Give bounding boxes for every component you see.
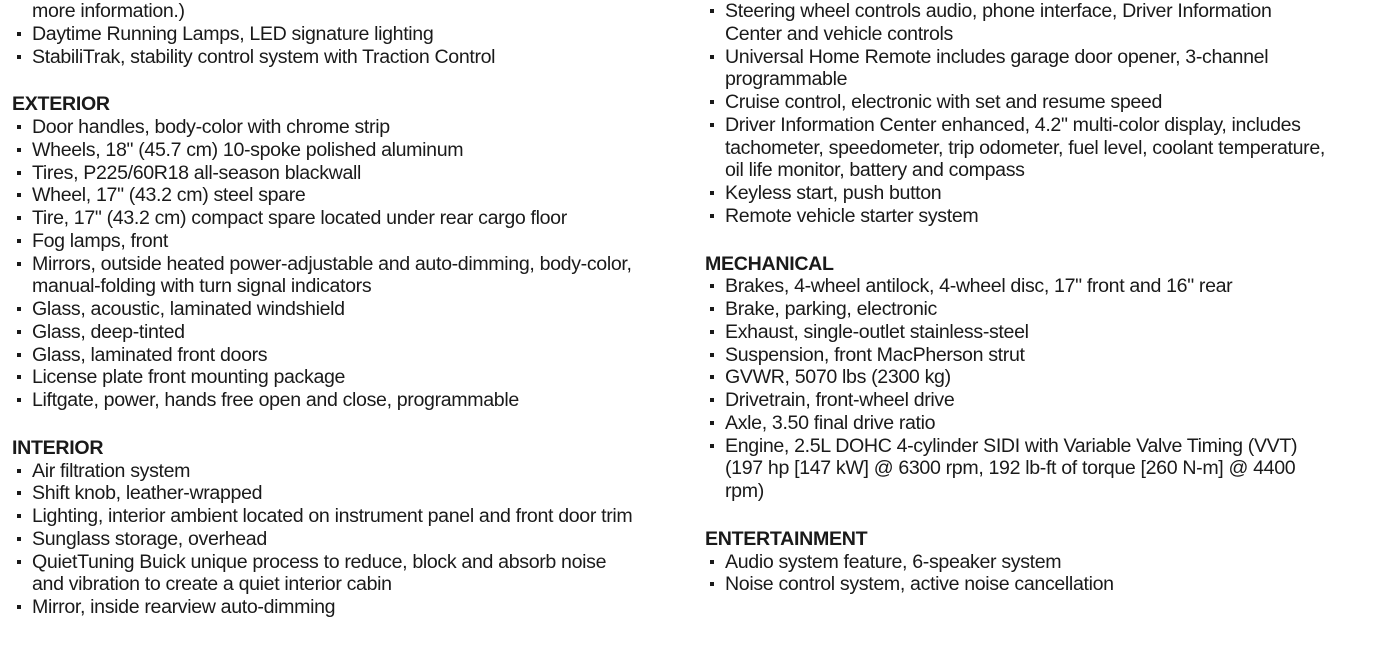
list-item-text: Engine, 2.5L DOHC 4-cylinder SIDI with Variable Valve Timing (VVT)	[705, 435, 1378, 458]
list-item	[12, 139, 692, 162]
list-item	[12, 505, 692, 528]
section-list	[705, 551, 1378, 597]
bullet-icon	[17, 605, 21, 609]
bullet-icon	[17, 537, 21, 541]
list-item	[12, 298, 692, 321]
list-item	[705, 344, 1378, 367]
list-item-text: Glass, deep-tinted	[12, 321, 692, 344]
list-item	[705, 573, 1378, 596]
list-item	[12, 528, 692, 551]
list-item-text: Sunglass storage, overhead	[12, 528, 692, 551]
section-exterior	[12, 93, 692, 412]
list-item-text: Wheels, 18" (45.7 cm) 10-spoke polished aluminum	[12, 139, 692, 162]
list-item	[705, 321, 1378, 344]
list-item-text: License plate front mounting package	[12, 366, 692, 389]
section-heading: ENTERTAINMENT	[705, 527, 868, 550]
bullet-icon	[17, 514, 21, 518]
list-item-text: Audio system feature, 6-speaker system	[705, 551, 1378, 574]
list-item	[705, 435, 1378, 503]
list-item-text: Door handles, body-color with chrome strip	[12, 116, 692, 139]
section-list	[12, 116, 692, 412]
bullet-icon	[17, 398, 21, 402]
list-item-text: Drivetrain, front-wheel drive	[705, 389, 1378, 412]
section-entertainment	[705, 528, 1378, 596]
list-item	[705, 0, 1378, 46]
list-item-continuation: tachometer, speedometer, trip odometer, fuel level, coolant temperature,	[725, 136, 1325, 159]
bullet-icon	[17, 307, 21, 311]
section-heading: INTERIOR	[12, 436, 104, 459]
list-item-text: GVWR, 5070 lbs (2300 kg)	[705, 366, 1378, 389]
list-item-text: Wheel, 17" (43.2 cm) steel spare	[12, 184, 692, 207]
right-intro-list	[705, 0, 1378, 228]
list-item	[705, 205, 1378, 228]
left-intro-list	[12, 23, 692, 69]
list-item-continuation: and vibration to create a quiet interior cabin	[32, 573, 392, 596]
section-interior	[12, 437, 692, 619]
bullet-icon	[710, 191, 714, 195]
list-item-continuation: programmable	[725, 68, 848, 91]
list-item	[705, 366, 1378, 389]
bullet-icon	[710, 560, 714, 564]
bullet-icon	[17, 330, 21, 334]
list-item-text: Daytime Running Lamps, LED signature lighting	[12, 23, 692, 46]
list-item-text: Tires, P225/60R18 all-season blackwall	[12, 162, 692, 185]
right-sections	[705, 253, 1378, 597]
list-item	[12, 162, 692, 185]
bullet-icon	[17, 469, 21, 473]
bullet-icon	[17, 193, 21, 197]
bullet-icon	[17, 239, 21, 243]
list-item-text: Mirror, inside rearview auto-dimming	[12, 596, 692, 619]
list-item	[12, 230, 692, 253]
list-item-continuation: (197 hp [147 kW] @ 6300 rpm, 192 lb-ft of torque [260 N-m] @ 4400	[725, 457, 1296, 480]
bullet-icon	[710, 100, 714, 104]
list-item	[12, 253, 692, 299]
bullet-icon	[17, 375, 21, 379]
list-item	[705, 114, 1378, 182]
list-item-text: Exhaust, single-outlet stainless-steel	[705, 321, 1378, 344]
bullet-icon	[710, 582, 714, 586]
list-item	[705, 551, 1378, 574]
left-sections	[12, 93, 692, 619]
section-heading: MECHANICAL	[705, 252, 834, 275]
bullet-icon	[17, 55, 21, 59]
bullet-icon	[17, 560, 21, 564]
section-mechanical	[705, 253, 1378, 503]
list-item	[12, 321, 692, 344]
list-item-text: Universal Home Remote includes garage door opener, 3-channel	[705, 46, 1378, 69]
list-item-text: Glass, acoustic, laminated windshield	[12, 298, 692, 321]
list-item	[12, 207, 692, 230]
list-item-text: Glass, laminated front doors	[12, 344, 692, 367]
list-item-text: Suspension, front MacPherson strut	[705, 344, 1378, 367]
list-item-text: Keyless start, push button	[705, 182, 1378, 205]
list-item	[705, 389, 1378, 412]
bullet-icon	[710, 330, 714, 334]
bullet-icon	[17, 216, 21, 220]
list-item-text: Noise control system, active noise cancellation	[705, 573, 1378, 596]
section-heading: EXTERIOR	[12, 93, 110, 116]
section-list	[12, 460, 692, 619]
bullet-icon	[710, 214, 714, 218]
list-item	[12, 116, 692, 139]
list-item	[12, 344, 692, 367]
list-item	[705, 46, 1378, 92]
intro-continuation: more information.)	[32, 0, 185, 22]
list-item	[12, 551, 692, 597]
bullet-icon	[17, 32, 21, 36]
list-item-text: StabiliTrak, stability control system with Traction Control	[12, 46, 692, 69]
list-item	[12, 184, 692, 207]
list-item	[705, 412, 1378, 435]
bullet-icon	[17, 491, 21, 495]
bullet-icon	[710, 375, 714, 379]
list-item	[12, 482, 692, 505]
list-item-text: Mirrors, outside heated power-adjustable and auto-dimming, body-color,	[12, 253, 692, 276]
list-item-text: Steering wheel controls audio, phone interface, Driver Information	[705, 0, 1378, 23]
list-item	[705, 298, 1378, 321]
list-item-text: Tire, 17" (43.2 cm) compact spare located under rear cargo floor	[12, 207, 692, 230]
list-item	[12, 596, 692, 619]
bullet-icon	[710, 284, 714, 288]
list-item-text: Brake, parking, electronic	[705, 298, 1378, 321]
list-item-continuation: oil life monitor, battery and compass	[725, 159, 1025, 182]
bullet-icon	[710, 123, 714, 127]
list-item-text: Remote vehicle starter system	[705, 205, 1378, 228]
list-item-continuation: manual-folding with turn signal indicators	[32, 275, 372, 298]
list-item-text: Axle, 3.50 final drive ratio	[705, 412, 1378, 435]
right-column	[705, 0, 1378, 596]
bullet-icon	[710, 307, 714, 311]
bullet-icon	[710, 55, 714, 59]
bullet-icon	[17, 353, 21, 357]
list-item-text: Fog lamps, front	[12, 230, 692, 253]
list-item	[12, 389, 692, 412]
bullet-icon	[17, 125, 21, 129]
bullet-icon	[710, 9, 714, 13]
list-item-continuation: rpm)	[725, 480, 764, 502]
list-item-text: Brakes, 4-wheel antilock, 4-wheel disc, 17" front and 16" rear	[705, 275, 1378, 298]
list-item	[12, 23, 692, 46]
list-item-text: QuietTuning Buick unique process to reduce, block and absorb noise	[12, 551, 692, 574]
list-item-text: Air filtration system	[12, 460, 692, 483]
list-item	[705, 91, 1378, 114]
left-column	[12, 0, 692, 619]
list-item	[12, 46, 692, 69]
list-item-text: Liftgate, power, hands free open and close, programmable	[12, 389, 692, 412]
list-item	[12, 366, 692, 389]
section-list	[705, 275, 1378, 503]
bullet-icon	[17, 262, 21, 266]
bullet-icon	[17, 148, 21, 152]
bullet-icon	[710, 421, 714, 425]
list-item-text: Driver Information Center enhanced, 4.2" multi-color display, includes	[705, 114, 1378, 137]
list-item-text: Cruise control, electronic with set and resume speed	[705, 91, 1378, 114]
list-item-continuation: Center and vehicle controls	[725, 22, 953, 45]
list-item	[705, 182, 1378, 205]
list-item	[705, 275, 1378, 298]
list-item-text: Lighting, interior ambient located on instrument panel and front door trim	[12, 505, 692, 528]
bullet-icon	[710, 398, 714, 402]
bullet-icon	[710, 353, 714, 357]
list-item	[12, 460, 692, 483]
list-item-text: Shift knob, leather-wrapped	[12, 482, 692, 505]
bullet-icon	[710, 444, 714, 448]
bullet-icon	[17, 171, 21, 175]
